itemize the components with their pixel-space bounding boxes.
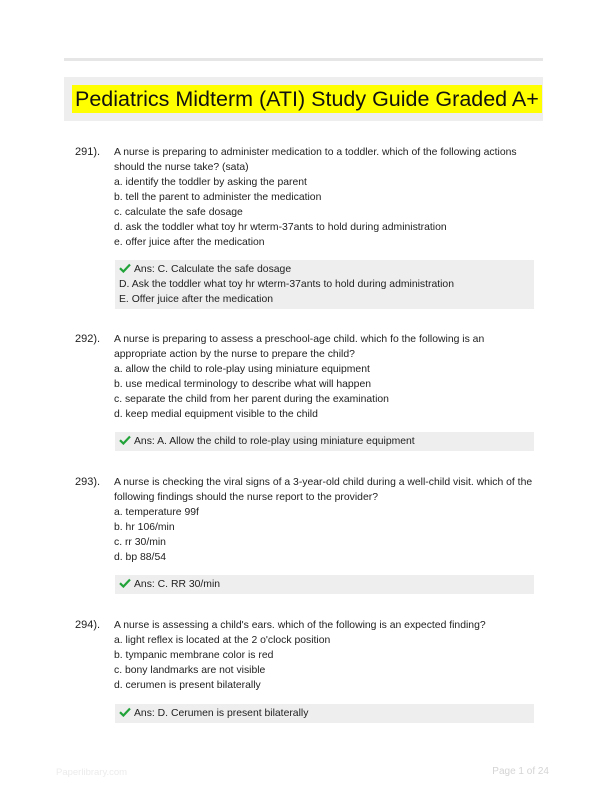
title-banner [64, 77, 543, 121]
check-icon [119, 707, 131, 717]
option-a: a. light reflex is located at the 2 o'clock position [114, 635, 331, 646]
check-icon [119, 435, 131, 445]
answer-box-292 [115, 432, 534, 451]
answer-text: D. Ask the toddler what toy hr wterm-37ants to hold during administration [119, 279, 454, 290]
document-title: Pediatrics Midterm (ATI) Study Guide Graded A+ [72, 85, 542, 113]
option-b: b. tympanic membrane color is red [114, 650, 274, 661]
option-a: a. identify the toddler by asking the parent [114, 177, 307, 188]
option-b: b. hr 106/min [114, 522, 175, 533]
answer-text: Ans: A. Allow the child to role-play using miniature equipment [134, 436, 415, 447]
question-number: 293). [75, 476, 101, 488]
option-e: e. offer juice after the medication [114, 237, 265, 248]
question-number: 294). [75, 619, 101, 631]
answer-text: Ans: C. RR 30/min [134, 579, 221, 590]
question-body [114, 618, 539, 693]
option-d: d. bp 88/54 [114, 552, 166, 563]
answer-box-294 [115, 704, 534, 723]
footer-watermark: Paperlibrary.com [56, 767, 128, 778]
answer-text: Ans: C. Calculate the safe dosage [134, 264, 292, 275]
question-text: A nurse is assessing a child's ears. which of the following is an expected finding? [114, 620, 486, 631]
question-text: A nurse is checking the viral signs of a 3-year-old child during a well-child visit. which of the following findings should the nurse report to the provider? [114, 477, 533, 503]
answer-box-291 [115, 260, 534, 309]
option-b: b. tell the parent to administer the medication [114, 192, 322, 203]
option-c: c. calculate the safe dosage [114, 207, 243, 218]
option-b: b. use medical terminology to describe what will happen [114, 379, 372, 390]
question-number: 292). [75, 333, 101, 345]
question-body [114, 332, 539, 422]
top-divider [64, 58, 543, 61]
option-c: c. bony landmarks are not visible [114, 665, 266, 676]
question-body [114, 475, 539, 565]
option-d: d. ask the toddler what toy hr wterm-37ants to hold during administration [114, 222, 447, 233]
question-number: 291). [75, 146, 101, 158]
option-d: d. cerumen is present bilaterally [114, 680, 261, 691]
check-icon [119, 263, 131, 273]
answer-text: E. Offer juice after the medication [119, 294, 274, 305]
option-a: a. allow the child to role-play using miniature equipment [114, 364, 370, 375]
option-a: a. temperature 99f [114, 507, 199, 518]
page-number: Page 1 of 24 [492, 766, 549, 777]
answer-text: Ans: D. Cerumen is present bilaterally [134, 708, 309, 719]
question-text: A nurse is preparing to assess a preschool-age child. which fo the following is an appropriate action by the nurse to prepare the child? [114, 334, 485, 360]
option-c: c. rr 30/min [114, 537, 166, 548]
question-text: A nurse is preparing to administer medication to a toddler. which of the following actions should the nurse take? (sata) [114, 147, 517, 173]
option-d: d. keep medial equipment visible to the child [114, 409, 318, 420]
option-c: c. separate the child from her parent during the examination [114, 394, 389, 405]
question-body [114, 145, 539, 250]
check-icon [119, 578, 131, 588]
answer-box-293 [115, 575, 534, 594]
